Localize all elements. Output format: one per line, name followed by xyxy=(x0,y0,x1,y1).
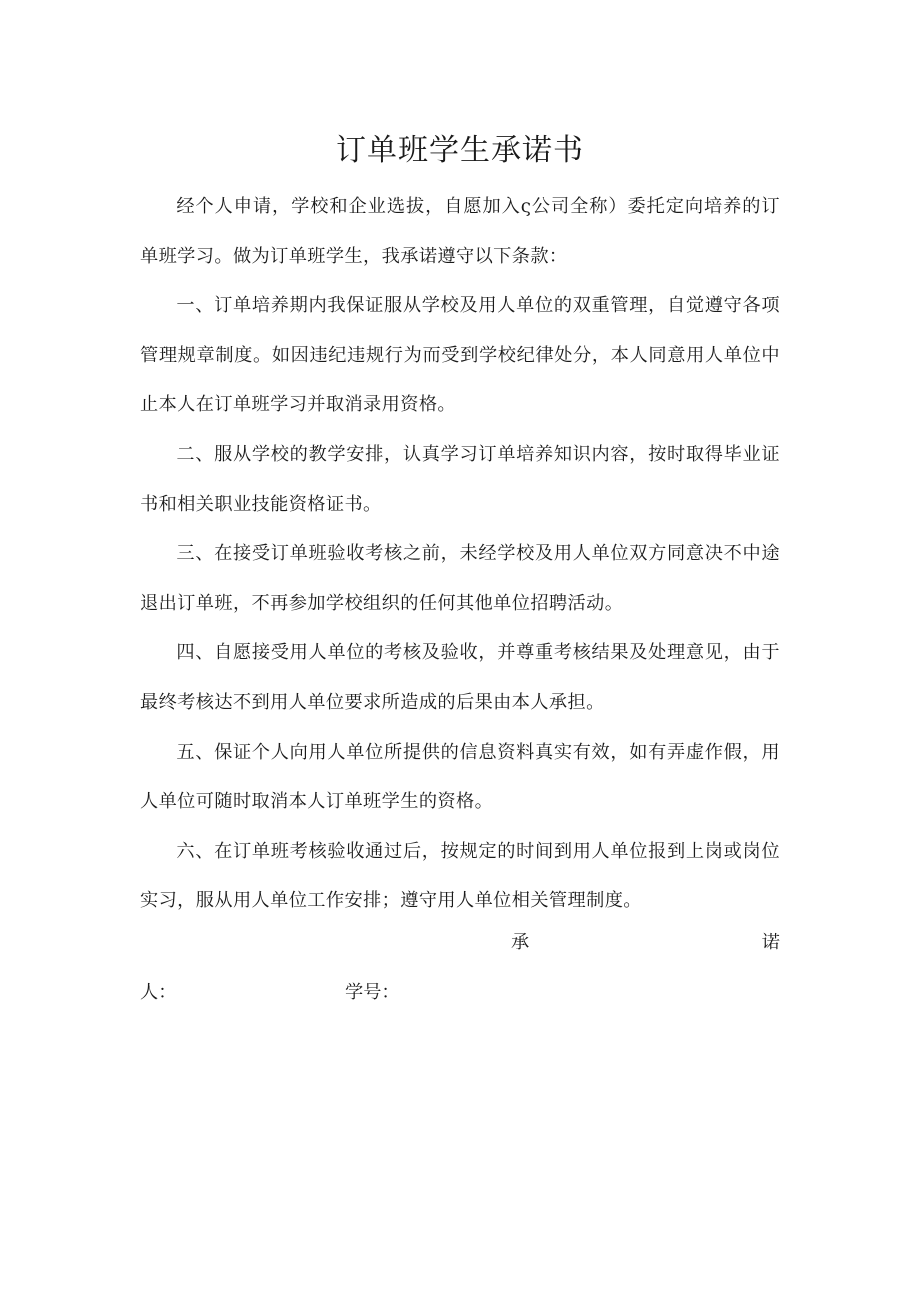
signature-char-nuo: 诺 xyxy=(761,932,780,953)
student-id-label: 学号： xyxy=(345,982,400,1003)
paragraph-clause-5: 五、保证个人向用人单位所提供的信息资料真实有效，如有弄虚作假，用人单位可随时取消本人订单班学生的资格。 xyxy=(140,741,780,813)
paragraph-clause-2: 二、服从学校的教学安排，认真学习订单培养知识内容，按时取得毕业证书和相关职业技能资格证书。 xyxy=(140,443,780,515)
signature-char-cheng: 承 xyxy=(511,932,530,953)
paragraph-clause-3: 三、在接受订单班验收考核之前，未经学校及用人单位双方同意决不中途退出订单班，不再参加学校组织的任何其他单位招聘活动。 xyxy=(140,543,780,614)
document-title: 订单班学生承诺书 xyxy=(336,133,584,168)
paragraph-clause-6: 六、在订单班考核验收通过后，按规定的时间到用人单位报到上岗或岗位实习，服从用人单位工作安排；遵守用人单位相关管理制度。 xyxy=(140,840,780,912)
document-body xyxy=(140,182,780,926)
paragraph-clause-1: 一、订单培养期内我保证服从学校及用人单位的双重管理，自觉遵守各项管理规章制度。如因违纪违规行为而受到学校纪律处分，本人同意用人单位中止本人在订单班学习并取消录用资格。 xyxy=(140,295,780,416)
signature-person-label: 人： xyxy=(140,982,177,1003)
paragraph-clause-4: 四、自愿接受用人单位的考核及验收，并尊重考核结果及处理意见，由于最终考核达不到用人单位要求所造成的后果由本人承担。 xyxy=(140,642,780,713)
paragraph-intro: 经个人申请，学校和企业选拔，自愿加入ς公司全称）委托定向培养的订单班学习。做为订单班学生，我承诺遵守以下条款： xyxy=(140,196,780,267)
